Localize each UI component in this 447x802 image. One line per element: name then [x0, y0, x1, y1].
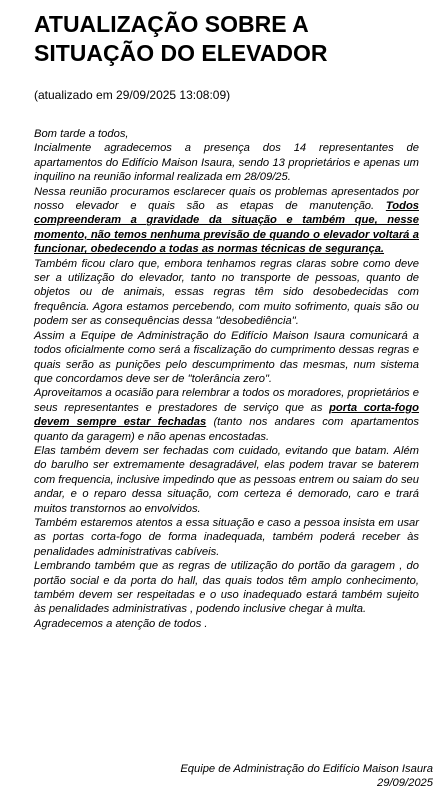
paragraph-meeting: Nessa reunião procuramos esclarecer quais os problemas apresentados por nosso elevador e quais são as etapas de manutenção. Todos compreenderam a gravidade da situação e também que, nesse momento, não temos nenhuma previsão de quando o elevador voltará a funcionar, obedecendo a todas as normas técnicas de segurança.: [34, 185, 420, 256]
updated-timestamp: (atualizado em 29/09/2025 13:08:09): [34, 88, 231, 102]
title-line-1: ATUALIZAÇÃO SOBRE A: [34, 11, 309, 37]
paragraph-door-care: Elas também devem ser fechadas com cuidado, evitando que batam. Além do barulho ser extremamente desagradável, elas podem travar se baterem com frequencia, inclusive impedindo que as pessoas entrem ou saiam do seu andar, e o reparo dessa situação, com certeza é demorado, caro e trará muitos transtornos ao envolvidos.: [34, 444, 419, 515]
page-title: [34, 10, 434, 68]
signature: [180, 762, 433, 791]
paragraph-penalties: Também estaremos atentos a essa situação e caso a pessoa insista em usar as portas corta-fogo de forma inadequada, também poderá receber às penalidades administrativas cabíveis.: [34, 516, 419, 558]
greeting: Bom tarde a todos,: [34, 128, 129, 140]
paragraph-closing: Agradecemos a atenção de todos .: [34, 617, 208, 630]
title-line-2: SITUAÇÃO DO ELEVADOR: [34, 40, 328, 66]
paragraph-fire-doors: Aproveitamos a ocasião para relembrar a todos os moradores, proprietários e seus representantes e prestadores de serviço que as porta corta-fogo devem sempre estar fechadas (tanto nos andares com apartamentos quanto da garagem) e não apenas encostadas.: [34, 387, 420, 443]
emphasis-fire-doors: porta corta-fogo devem sempre estar fechadas: [34, 401, 420, 429]
notice-body: [34, 127, 419, 631]
signature-team: Equipe de Administração do Edifício Maison Isaura: [180, 763, 433, 775]
paragraph-enforcement: Assim a Equipe de Administração do Edifício Maison Isaura comunicará a todos oficialmente como será a fiscalização do cumprimento dessas regras e quais serão as punições pelo descumprimento das mesmas, num sistema que concordamos deve ser de "tolerância zero".: [34, 329, 419, 385]
paragraph-gates: Lembrando também que as regras de utilização do portão da garagem , do portão social e da porta do hall, das quais todos têm amplo conhecimento, também devem ser respeitadas e o uso inadequado estará também sujeito às penalidades administrativas , podendo inclusive chegar à multa.: [34, 560, 419, 616]
emphasis-gravity: Todos compreenderam a gravidade da situação e também que, nesse momento, não temos nenhuma previsão de quando o elevador voltará a funcionar, obedecendo a todas as normas técnicas de segurança.: [34, 200, 420, 256]
paragraph-rules: Também ficou claro que, embora tenhamos regras claras sobre como deve ser a utilização do elevador, tanto no transporte de pessoas, quanto de objetos ou de animais, essas regras têm sido desobedecidas com frequência. Agora estamos percebendo, com muito sofrimento, quais são ou podem ser as consequências dessa "desobediência".: [34, 257, 419, 328]
signature-date: 29/09/2025: [377, 777, 433, 790]
paragraph-thanks: Incialmente agradecemos a presença dos 14 representantes de apartamentos do Edifício Maison Isaura, sendo 13 proprietários e apenas um inquilino na reunião informal realizada em 28/09/25.: [34, 142, 419, 184]
